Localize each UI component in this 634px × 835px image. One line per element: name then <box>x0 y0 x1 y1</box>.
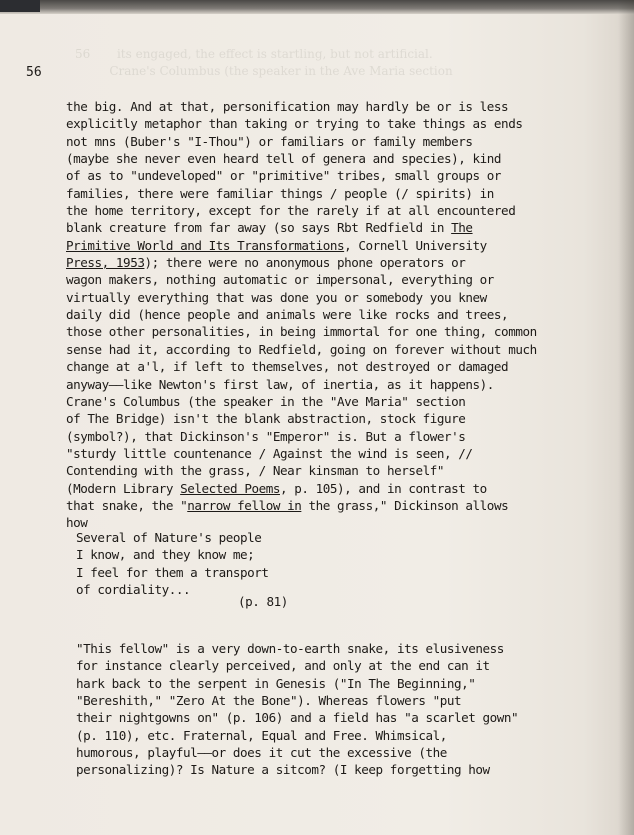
text-line: humorous, playful——or does it cut the excessive (the <box>76 745 447 761</box>
text-line: families, there were familiar things / people (/ spirits) in <box>66 185 494 201</box>
book-title-underlined: Primitive World and Its Transformations <box>66 237 345 253</box>
text-line: for instance clearly perceived, and only at the end can it <box>76 658 490 674</box>
text-line: Press, 1953); there were no anonymous phone operators or <box>66 255 466 271</box>
text-line: sense had it, according to Redfield, going on forever without much <box>66 341 537 357</box>
paragraph-1 <box>66 98 626 532</box>
poem-quotation <box>76 529 476 598</box>
text-line: of The Bridge) isn't the blank abstraction, stock figure <box>66 411 466 427</box>
quote-underlined: narrow fellow in <box>187 497 302 513</box>
paragraph-2 <box>76 640 626 779</box>
book-title-underlined: Selected Poems <box>180 480 280 496</box>
page-number: 56 <box>26 65 42 80</box>
text-line: explicitly metaphor than taking or trying to take things as ends <box>66 116 523 132</box>
text-line: "sturdy little countenance / Against the wind is seen, // <box>66 445 473 461</box>
poem-line: I know, and they know me; <box>76 547 255 563</box>
text-line: that snake, the "narrow fellow in the grass," Dickinson allows <box>66 497 509 513</box>
text-line: (Modern Library Selected Poems, p. 105), and in contrast to <box>66 480 487 496</box>
text-line: "This fellow" is a very down-to-earth snake, its elusiveness <box>76 641 504 656</box>
text-line: personalizing)? Is Nature a sitcom? (I keep forgetting how <box>76 762 490 778</box>
publisher-underlined: Press, 1953 <box>66 255 145 271</box>
text-line: virtually everything that was done you or somebody you knew <box>66 289 487 305</box>
text-line: not mns (Buber's "I-Thou") or familiars or family members <box>66 133 473 149</box>
text-line: change at a'l, if left to themselves, not destroyed or damaged <box>66 359 509 375</box>
text-line: Primitive World and Its Transformations, Cornell University <box>66 237 487 253</box>
scan-top-edge <box>0 0 634 14</box>
text-line: their nightgowns on" (p. 106) and a field has "a scarlet gown" <box>76 710 519 726</box>
poem-line: of cordiality... <box>76 582 191 598</box>
text-line: the home territory, except for the rarely if at all encountered <box>66 203 516 219</box>
text-line: (symbol?), that Dickinson's "Emperor" is. But a flower's <box>66 428 466 444</box>
text-line: daily did (hence people and animals were like rocks and trees, <box>66 307 509 323</box>
text-line: "Bereshith," "Zero At the Bone"). Whereas flowers "put <box>76 693 462 709</box>
poem-line: I feel for them a transport <box>76 564 269 580</box>
text-line: (maybe she never even heard tell of genera and species), kind <box>66 151 502 167</box>
text-line: (p. 110), etc. Fraternal, Equal and Free. Whimsical, <box>76 727 447 743</box>
bleed-through-text: 56 its engaged, the effect is startling, but not artificial. Crane's Columbus (the speaker in the Ave Maria section <box>75 47 453 79</box>
poem-line: Several of Nature's people <box>76 530 262 545</box>
text-line: how <box>66 515 88 531</box>
poem-citation: (p. 81) <box>238 594 288 609</box>
text-line: the big. And at that, personification may hardly be or is less <box>66 99 509 114</box>
text-line: Contending with the grass, / Near kinsman to herself" <box>66 463 445 479</box>
text-line: of as to "undeveloped" or "primitive" tribes, small groups or <box>66 168 502 184</box>
scan-corner-shadow <box>0 0 40 12</box>
book-title-underlined: The <box>451 220 473 236</box>
text-line: hark back to the serpent in Genesis ("In The Beginning," <box>76 675 476 691</box>
text-line: blank creature from far away (so says Rbt Redfield in The <box>66 220 473 236</box>
text-line: Crane's Columbus (the speaker in the "Ave Maria" section <box>66 393 466 409</box>
text-line: anyway——like Newton's first law, of inertia, as it happens). <box>66 376 494 392</box>
text-line: those other personalities, in being immortal for one thing, common <box>66 324 537 340</box>
text-line: wagon makers, nothing automatic or impersonal, everything or <box>66 272 494 288</box>
